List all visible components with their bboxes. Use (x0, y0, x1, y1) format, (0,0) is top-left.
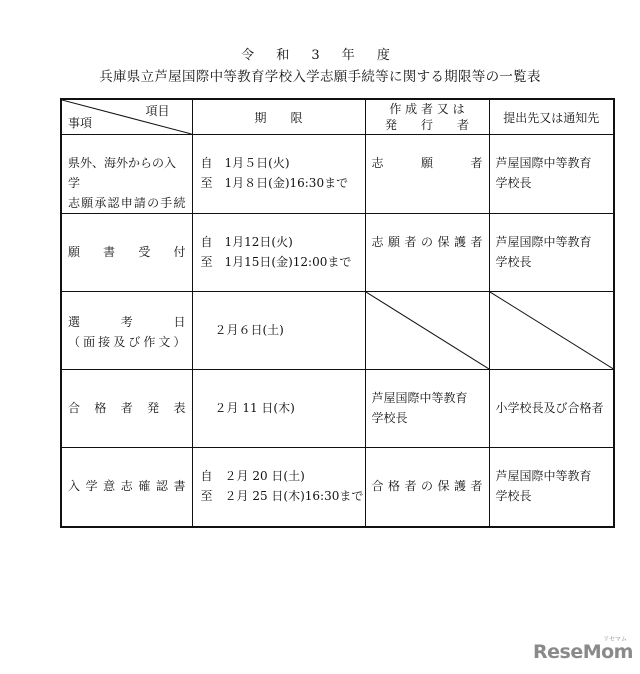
diagonal-line (490, 292, 614, 369)
logo-ruby: リセマム (603, 636, 627, 643)
creator-line: 学校長 (371, 411, 408, 425)
table-row (61, 214, 614, 292)
creator-cell (365, 214, 489, 292)
diagonal-line (366, 292, 489, 369)
period-cell (192, 370, 365, 448)
submit-line: 小学校長及び合格者 (495, 401, 604, 415)
matter-line: 選 考 日 (68, 315, 186, 329)
submit-line: 芦屋国際中等教育 (495, 469, 592, 483)
header-creator-line1: 作 成 者 又 は (389, 102, 465, 116)
header-submit: 提出先又は通知先 (489, 99, 614, 135)
period-line: ２月 11 日(木) (214, 401, 295, 415)
creator-line: 志 願 者 (371, 156, 483, 170)
period-line: 自 ２月 20 日(土) (200, 469, 305, 483)
period-cell (192, 214, 365, 292)
submit-line: 学校長 (495, 255, 532, 269)
period-line: 自 1月12日(火) (200, 235, 293, 249)
creator-cell (365, 370, 489, 448)
header-item-label: 項目 (145, 104, 170, 118)
header-item-matter-cell (61, 99, 192, 135)
header-matter-label: 事項 (68, 116, 93, 130)
period-cell (192, 292, 365, 370)
table-header-row (61, 99, 614, 135)
table-row (61, 292, 614, 370)
period-line: 至 1月15日(金)12:00まで (200, 255, 352, 269)
table-row (61, 135, 614, 214)
matter-line: （面接及び作文） (68, 335, 186, 349)
matter-line: 志願承認申請の手続 (68, 196, 186, 210)
submit-cell-empty (489, 292, 614, 370)
submit-cell (489, 370, 614, 448)
creator-cell (365, 135, 489, 214)
table-row (61, 448, 614, 528)
table-row (61, 370, 614, 448)
period-line: 至 1月８日(金)16:30まで (200, 176, 349, 190)
matter-line: 合 格 者 発 表 (68, 401, 186, 415)
creator-cell (365, 448, 489, 528)
submit-line: 学校長 (495, 489, 532, 503)
creator-line: 志 願 者 の 保 護 者 (371, 235, 483, 249)
header-creator-line2: 発 行 者 (384, 118, 469, 132)
matter-line: 入 学 意 志 確 認 書 (68, 479, 186, 493)
period-cell (192, 135, 365, 214)
submit-line: 学校長 (495, 176, 532, 190)
matter-line: 県外、海外からの入学 (68, 156, 177, 190)
submit-line: 芦屋国際中等教育 (495, 235, 592, 249)
period-line: 自 1月５日(火) (200, 156, 290, 170)
submit-cell (489, 448, 614, 528)
submit-line: 芦屋国際中等教育 (495, 156, 592, 170)
matter-cell (61, 214, 192, 292)
period-line: ２月６日(土) (214, 323, 284, 337)
creator-cell-empty (365, 292, 489, 370)
submit-cell (489, 214, 614, 292)
deadline-table (60, 98, 615, 528)
matter-cell (61, 370, 192, 448)
matter-cell (61, 135, 192, 214)
period-line: 至 ２月 25 日(木)16:30まで (200, 489, 364, 503)
resemom-logo (533, 636, 633, 663)
period-cell (192, 448, 365, 528)
matter-cell (61, 292, 192, 370)
logo-text: ReseMom (533, 641, 633, 663)
document-main-title: 兵庫県立芦屋国際中等教育学校入学志願手続等に関する期限等の一覧表 (99, 69, 541, 85)
matter-line: 願 書 受 付 (68, 245, 186, 259)
document-year-title: 令 和 3 年 度 (241, 48, 399, 63)
creator-line: 合 格 者 の 保 護 者 (371, 479, 483, 493)
creator-line: 芦屋国際中等教育 (371, 391, 468, 405)
submit-cell (489, 135, 614, 214)
header-creator (365, 99, 489, 135)
matter-cell (61, 448, 192, 528)
header-period: 期 限 (192, 99, 365, 135)
